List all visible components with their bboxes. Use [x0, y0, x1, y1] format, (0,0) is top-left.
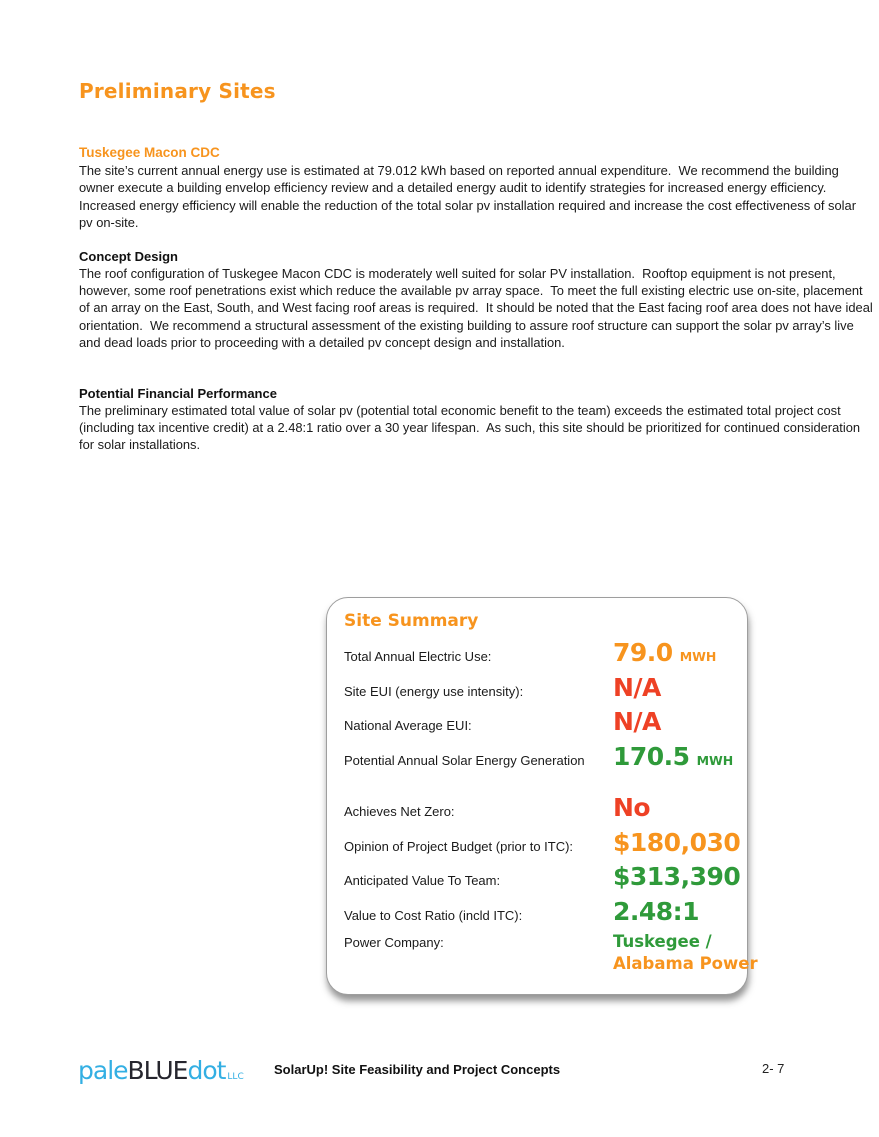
- power-company-value-line1: Tuskegee /: [613, 932, 712, 951]
- footer-page-number: 2- 7: [762, 1061, 785, 1076]
- financial-performance-paragraph: The preliminary estimated total value of solar pv (potential total economic benefit to the team) exceeds the estimated total project cost (including tax incentive credit) at a 2.48:1 ratio over a 30 year lifespan. As such, this site should be prioritized for continued consideration for solar installations.: [79, 402, 864, 453]
- concept-design-heading: Concept Design: [79, 248, 178, 264]
- summary-row-value-unit: MWH: [696, 752, 734, 768]
- summary-row-total-annual-electric-use: [344, 638, 745, 673]
- summary-row-label: Value to Cost Ratio (incld ITC):: [344, 907, 523, 923]
- summary-row-value-unit: MWH: [679, 649, 717, 664]
- summary-row-value-to-cost-ratio: [344, 897, 745, 932]
- summary-row-label: Anticipated Value To Team:: [344, 873, 501, 888]
- body-content: [79, 144, 877, 454]
- summary-row-value: $180,030: [613, 827, 741, 857]
- site-summary-title: Site Summary: [344, 611, 479, 631]
- summary-row-anticipated-value: [344, 862, 745, 897]
- site-overview-paragraph: The site’s current annual energy use is estimated at 79.012 kWh based on reported annual expenditure. We recommend the building owner execute a building envelop efficiency review and a detailed energy audit to identify strategies for increased energy efficiency. Increased energy efficiency will enable the reduction of the total solar pv installation required and increase the cost effectiveness of solar pv on-site.: [79, 163, 860, 231]
- summary-row-solar-energy-generation: [344, 742, 745, 777]
- site-summary-card: [326, 597, 758, 995]
- page-title: Preliminary Sites: [79, 79, 276, 103]
- summary-row-value: 79.0: [613, 638, 673, 667]
- summary-row-value: 170.5: [613, 741, 690, 771]
- financial-performance-heading: Potential Financial Performance: [79, 385, 277, 401]
- logo-text-dot: dot: [187, 1056, 226, 1085]
- summary-row-value: N/A: [613, 707, 661, 736]
- logo-text-blue: BLUE: [127, 1056, 188, 1085]
- summary-row-label: Achieves Net Zero:: [344, 804, 455, 819]
- summary-row-value: No: [613, 793, 651, 822]
- site-name-heading: Tuskegee Macon CDC: [79, 145, 220, 160]
- summary-row-national-average-eui: [344, 707, 745, 742]
- summary-row-power-company: [344, 931, 758, 975]
- power-company-value-line2: Alabama Power: [613, 954, 758, 973]
- summary-row-label: Power Company:: [344, 935, 444, 950]
- summary-row-project-budget: [344, 828, 745, 863]
- concept-design-paragraph: The roof configuration of Tuskegee Macon CDC is moderately well suited for solar PV installation. Rooftop equipment is not present, however, some roof penetrations exist which reduce the available pv array space. To meet the full existing electric use on-site, placement of an array on the East, South, and West facing roof areas is required. It should be noted that the East facing roof area does not have ideal orientation. We recommend a structural assessment of the existing building to assure roof structure can support the solar pv array’s live and dead loads prior to proceeding with a detailed pv concept design and installation.: [79, 265, 877, 351]
- summary-row-label: Opinion of Project Budget (prior to ITC):: [344, 838, 574, 854]
- summary-row-label: Total Annual Electric Use:: [344, 649, 492, 664]
- summary-row-site-eui: [344, 673, 745, 708]
- logo-text-pale: pale: [78, 1056, 128, 1085]
- summary-row-achieves-net-zero: [344, 793, 745, 828]
- summary-row-label: National Average EUI:: [344, 718, 472, 733]
- site-summary-rows: [344, 638, 758, 975]
- summary-row-label: Site EUI (energy use intensity):: [344, 683, 524, 699]
- power-company-value: [613, 931, 758, 975]
- summary-row-value: N/A: [613, 672, 661, 702]
- pale-blue-dot-logo: [78, 1056, 244, 1085]
- summary-row-label: Potential Annual Solar Energy Generation: [344, 752, 585, 768]
- summary-row-value: 2.48:1: [613, 896, 700, 926]
- summary-row-value: $313,390: [613, 862, 741, 891]
- logo-text-llc: LLC: [227, 1072, 244, 1082]
- footer-document-title: SolarUp! Site Feasibility and Project Concepts: [274, 1062, 561, 1077]
